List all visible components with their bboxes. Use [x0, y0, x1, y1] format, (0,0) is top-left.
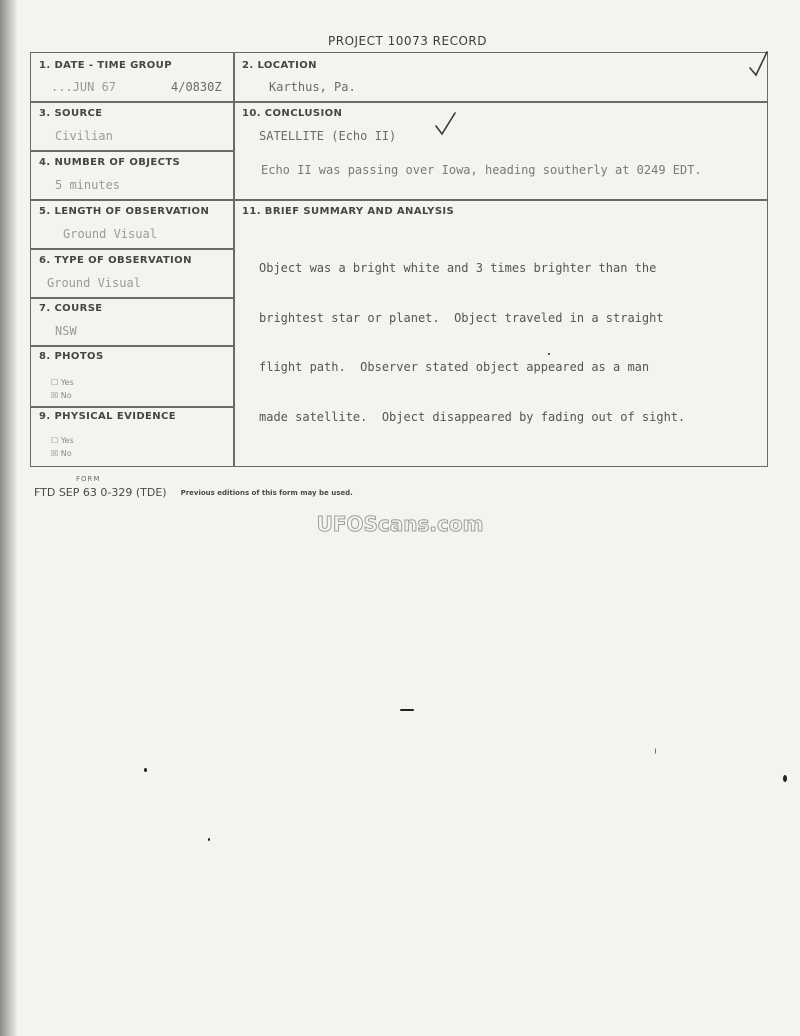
column-divider [233, 53, 235, 466]
conclusion-value: SATELLITE (Echo II) [259, 129, 397, 143]
length-of-observation-label: 5. LENGTH OF OBSERVATION [39, 206, 210, 217]
photos-yes-option: ☐ Yes [51, 378, 74, 387]
form-word: FORM [76, 475, 101, 483]
form-footer-note: Previous editions of this form may be used. [180, 489, 353, 497]
summary-text [259, 227, 685, 458]
date-time-group-time: 4/0830Z [171, 80, 222, 94]
source-value: Civilian [55, 129, 113, 143]
scan-speck [548, 353, 550, 355]
form-id: FTD SEP 63 0-329 (TDE) [34, 486, 167, 499]
checkmark-icon [434, 110, 458, 138]
photos-no-option: ☒ No [51, 391, 72, 400]
row-divider [31, 297, 233, 299]
summary-line: flight path. Observer stated object appeared as a man [259, 360, 650, 374]
photos-label: 8. PHOTOS [39, 351, 104, 362]
row-divider [31, 406, 233, 408]
physical-evidence-no-option: ☒ No [51, 449, 72, 458]
source-label: 3. SOURCE [39, 108, 103, 119]
type-of-observation-label: 6. TYPE OF OBSERVATION [39, 255, 192, 266]
conclusion-label: 10. CONCLUSION [242, 108, 343, 119]
physical-evidence-yes-option: ☐ Yes [51, 436, 74, 445]
summary-label: 11. BRIEF SUMMARY AND ANALYSIS [242, 206, 455, 217]
scan-speck [400, 709, 414, 711]
number-of-objects-value: 5 minutes [55, 178, 121, 192]
scan-speck [655, 748, 656, 754]
scan-speck [208, 838, 210, 841]
page-title: PROJECT 10073 RECORD [328, 34, 487, 48]
course-value: NSW [55, 324, 77, 338]
length-of-observation-value: Ground Visual [63, 227, 157, 241]
physical-evidence-label: 9. PHYSICAL EVIDENCE [39, 411, 176, 422]
scan-speck [783, 775, 787, 782]
row-divider [31, 150, 233, 152]
date-time-group-value: ...JUN 67 [51, 80, 117, 94]
summary-line: made satellite. Object disappeared by fading out of sight. [259, 409, 686, 424]
row-divider [31, 199, 767, 201]
location-label: 2. LOCATION [242, 60, 317, 71]
conclusion-note: Echo II was passing over Iowa, heading southerly at 0249 EDT. [261, 163, 702, 177]
watermark: UFOScans.com [316, 512, 484, 536]
row-divider [31, 101, 767, 103]
summary-line: Object was a bright white and 3 times brighter than the [259, 261, 657, 275]
number-of-objects-label: 4. NUMBER OF OBJECTS [39, 157, 181, 168]
location-value: Karthus, Pa. [269, 80, 356, 94]
row-divider [31, 248, 233, 250]
type-of-observation-value: Ground Visual [47, 276, 141, 290]
summary-line: brightest star or planet. Object traveled in a straight [259, 310, 664, 325]
scan-speck [144, 768, 147, 772]
row-divider [31, 345, 233, 347]
form-footer [34, 486, 353, 499]
date-time-group-label: 1. DATE - TIME GROUP [39, 60, 172, 71]
checkmark-icon [748, 50, 770, 78]
course-label: 7. COURSE [39, 303, 103, 314]
record-form [30, 52, 768, 467]
